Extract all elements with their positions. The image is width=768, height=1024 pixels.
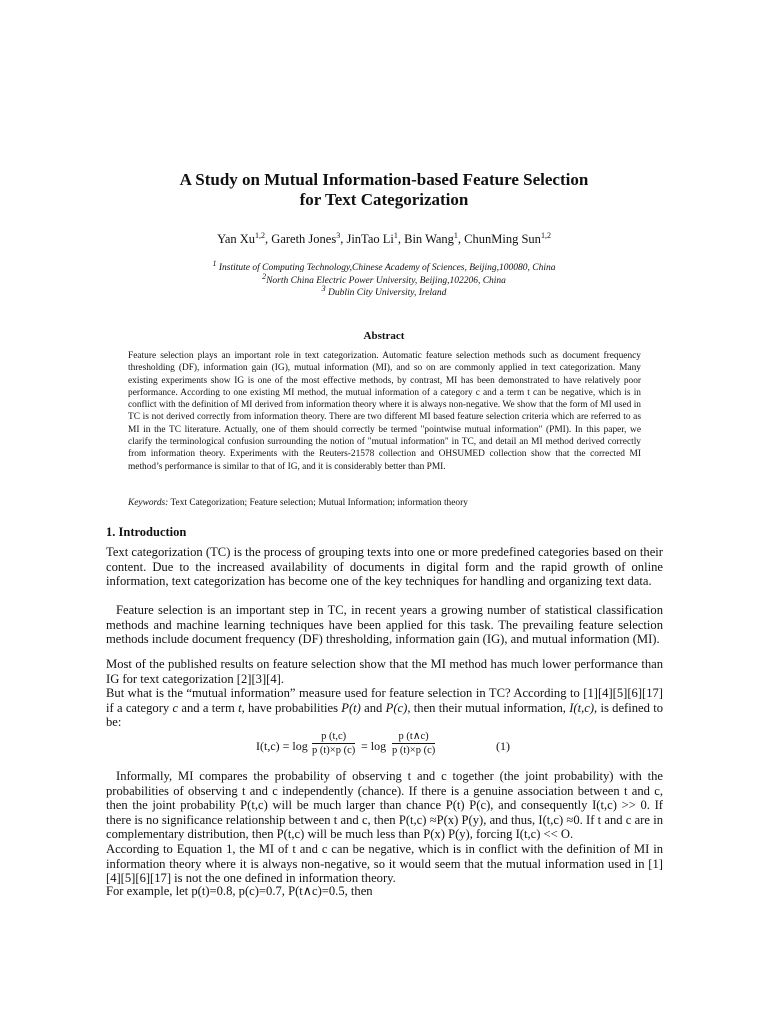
equation-number: (1) [496, 739, 510, 753]
equation-1 [0, 730, 768, 766]
author-name: JinTao Li [346, 232, 394, 246]
equation-fraction: $\frac{p (t,c)}{p (t)\times p (c)}$ [312, 731, 356, 756]
author-name: ChunMing Sun [464, 232, 541, 246]
author-affil-mark: 1 [393, 230, 398, 240]
abstract-body: Feature selection plays an important role in text categorization. Automatic feature selection methods such as document frequency thresholding (DF), information gain (IG), mutual information (MI), and so on are commonly applied in text categorization. Many existing experiments show IG is one of the most effective methods, by contrast, MI has been demonstrated to have relatively poor performance. According to one existing MI method, the mutual information of a category c and a term t can be negative, which is in conflict with the definition of MI derived from information theory where it is always non-negative. We show that the form of MI used in TC is not derived correctly from information theory. There are two different MI based feature selection criteria which are referred to as MI in the TC literature. Actually, one of them should correctly be termed "pointwise mutual information" (PMI). In this paper, we clarify the terminological confusion surrounding the notion of "mutual information" in TC, and detail an MI method derived correctly from information theory. Experiments with the Reuters-21578 collection and OHSUMED collection show that the corrected MI method’s performance is similar to that of IG, and it is considerably better than PMI. [128, 351, 641, 472]
paragraph: Feature selection is an important step in TC, in recent years a growing number of statistical classification methods and machine learning techniques have been applied for this task. The prevailing feature selection methods include document frequency (DF) thresholding, information gain (IG), and mutual information (MI). [106, 603, 663, 647]
affiliation-list [0, 258, 768, 300]
equation-mid: = log [361, 739, 387, 753]
keywords-label: Keywords: [128, 498, 169, 508]
affiliation-line: $^1$ Institute of Computing Technology,Chinese Academy of Sciences, Beijing,100080, China [212, 258, 556, 273]
abstract-heading: Abstract [363, 330, 405, 342]
keywords-text: Text Categorization; Feature selection; Mutual Information; information theory [170, 498, 468, 508]
paragraph: For example, let p(t)=0.8, p(c)=0.7, P(t∧c)=0.5, then [106, 884, 373, 898]
paragraph: Informally, MI compares the probability of observing t and c together (the joint probability) with the probabilities of observing t and c independently (chance). If there is a genuine association between t and c, then the joint probability P(t,c) will be much larger than chance P(t) P(c), and consequently I(t,c) >> 0. If there is no significance relationship between t and c, then P(t,c) ≈P(x) P(y), and thus, I(t,c) ≈0. If t and c are in complementary distribution, then P(t,c) will be much less than P(x) P(y), forcing I(t,c) << O. [106, 769, 663, 842]
equation-fraction: $\frac{p (t\wedge c)}{p (t)\times p (c)}$ [392, 731, 436, 756]
title-line-2: for Text Categorization [299, 190, 469, 209]
title-line-1: A Study on Mutual Information-based Feature Selection [179, 170, 589, 189]
paragraph: Most of the published results on feature selection show that the MI method has much lower performance than IG for text categorization [2][3][4]. [106, 657, 663, 686]
affiliation-line: $^3$ Dublin City University, Ireland [321, 283, 447, 298]
author-name: Gareth Jones [271, 232, 337, 246]
author-affil-mark: 1,2 [255, 230, 266, 240]
equation-lhs: I(t,c) = log [256, 739, 308, 753]
author-affil-mark: 1 [453, 230, 458, 240]
author-affil-mark: 1,2 [540, 230, 551, 240]
paragraph: Text categorization (TC) is the process of grouping texts into one or more predefined categories based on their content. Due to the increased availability of documents in digital form and the rapid growth of online information, text categorization has become one of the key techniques for handling and organizing text data. [106, 545, 663, 589]
author-name: Bin Wang [404, 232, 454, 246]
affiliation-line: $^2$North China Electric Power University, Beijing,102206, China [262, 271, 506, 286]
keywords-line [128, 498, 648, 508]
paragraph: But what is the “mutual information” measure used for feature selection in TC? According to [1][4][5][6][17] if a category c and a term t, have probabilities P(t) and P(c), then their mutual information, I(t,c), is defined to be: [106, 686, 663, 730]
paper-title [0, 170, 768, 210]
author-affil-mark: 3 [336, 230, 341, 240]
author-name: Yan Xu [217, 232, 256, 246]
author-list: Yan Xu$^{1,2}$, Gareth Jones$^3$, JinTao Li$^1$, Bin Wang$^1$, ChunMing Sun$^{1,2}$ [217, 230, 551, 246]
paragraph: According to Equation 1, the MI of t and c can be negative, which is in conflict with the definition of MI in information theory where it is always non-negative, so it would seem that the mutual information used in [1][4][5][6][17] is not the one defined in information theory. [106, 842, 663, 886]
section-heading-introduction: 1. Introduction [106, 525, 187, 539]
